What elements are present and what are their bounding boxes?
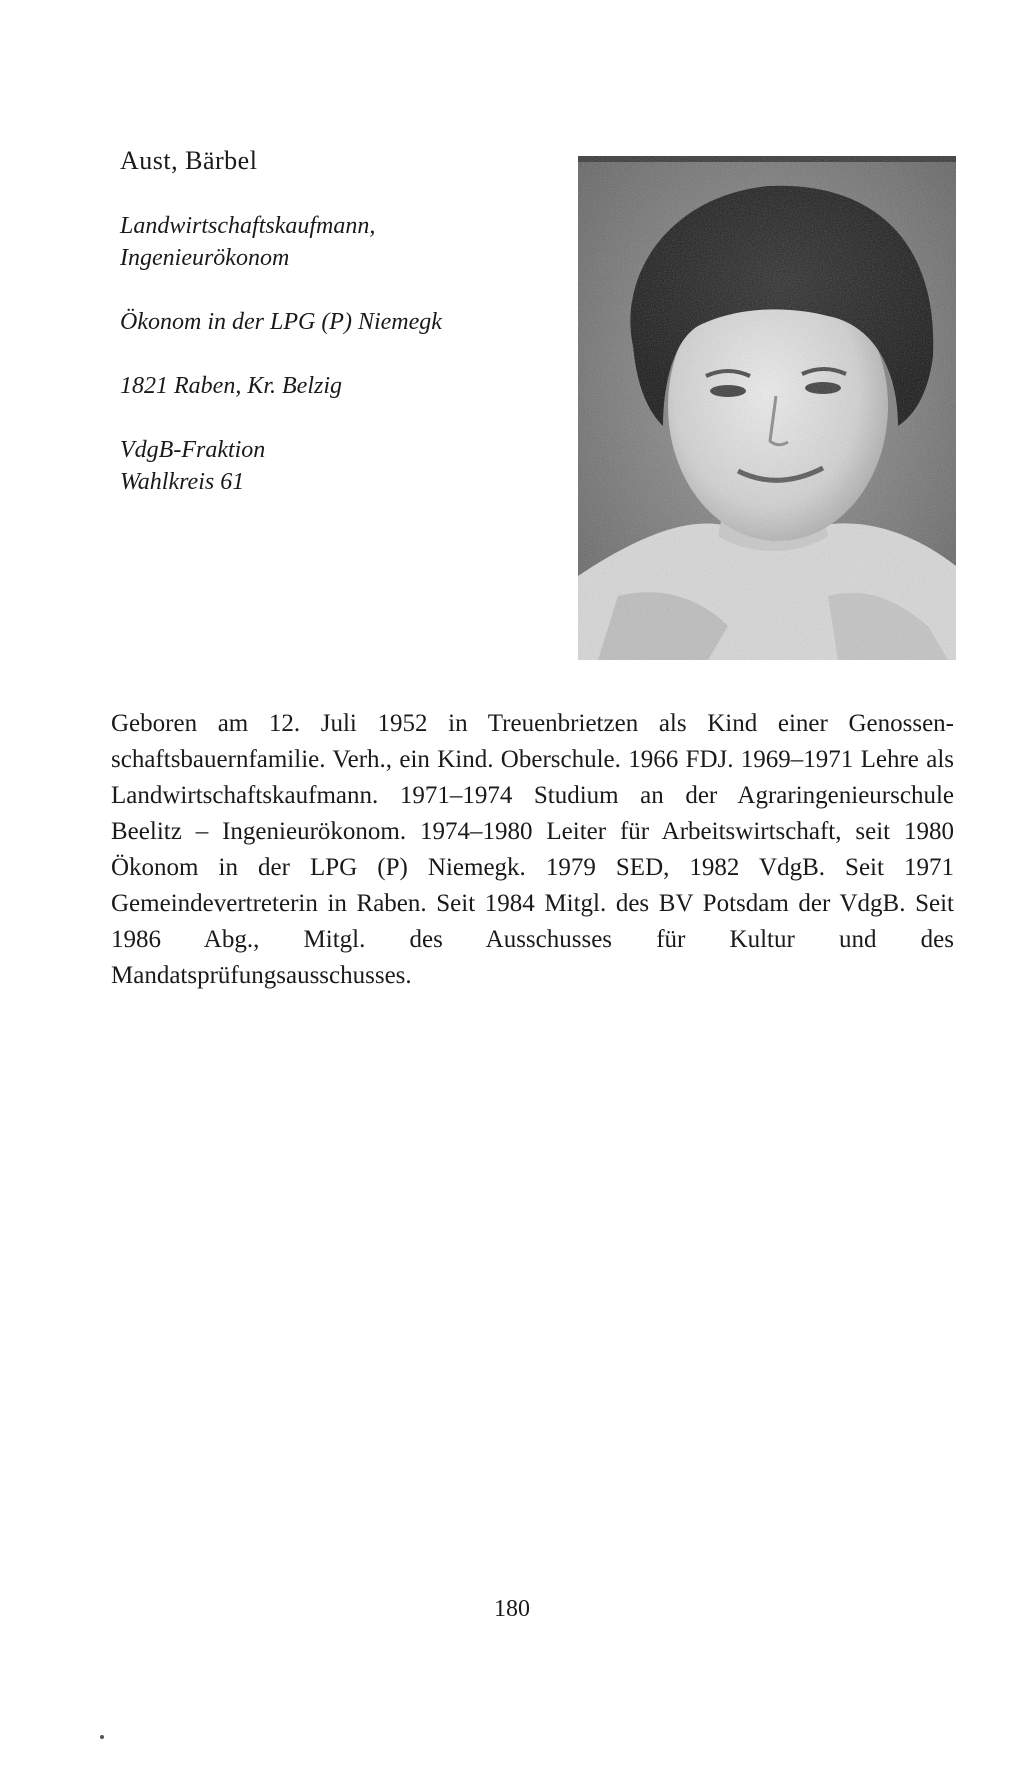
constituency-line: Wahlkreis 61 — [120, 469, 245, 495]
profession-line-1: Landwirtschaftskaufmann, — [120, 213, 376, 239]
profession — [120, 210, 375, 274]
position — [120, 306, 442, 338]
biography-text: Geboren am 12. Juli 1952 in Treuenbrietzen als Kind einer Genossenschaftsbauernfamilie. Verh., ein Kind. Oberschule. 1966 FDJ. 1969–1971 Lehre als Landwirtschaftskaufmann. 1971–1974 Studium an der Agraringenieurschule Beelitz – Ingenieurökonom. 1974–1980 Leiter für Arbeitswirtschaft, seit 1980 Ökonom in der LPG (P) Niemegk. 1979 SED, 1982 VdgB. Seit 1971 Gemeindevertreterin in Raben. Seit 1984 Mitgl. des BV Potsdam der VdgB. Seit 1986 Abg., Mitgl. des Ausschusses für Kultur und des Mandatsprüfungsausschusses. — [111, 710, 954, 989]
address — [120, 370, 342, 402]
scan-speck — [100, 1735, 104, 1739]
position-line: Ökonom in der LPG (P) Niemegk — [120, 309, 442, 335]
portrait-photo — [578, 156, 956, 660]
person-name: Aust, Bärbel — [120, 146, 258, 175]
page-number: 180 — [494, 1596, 530, 1622]
fraction-constituency — [120, 434, 265, 498]
profession-line-2: Ingenieurökonom — [120, 245, 290, 271]
address-line: 1821 Raben, Kr. Belzig — [120, 373, 342, 399]
fraction-line: VdgB-Fraktion — [120, 437, 266, 463]
